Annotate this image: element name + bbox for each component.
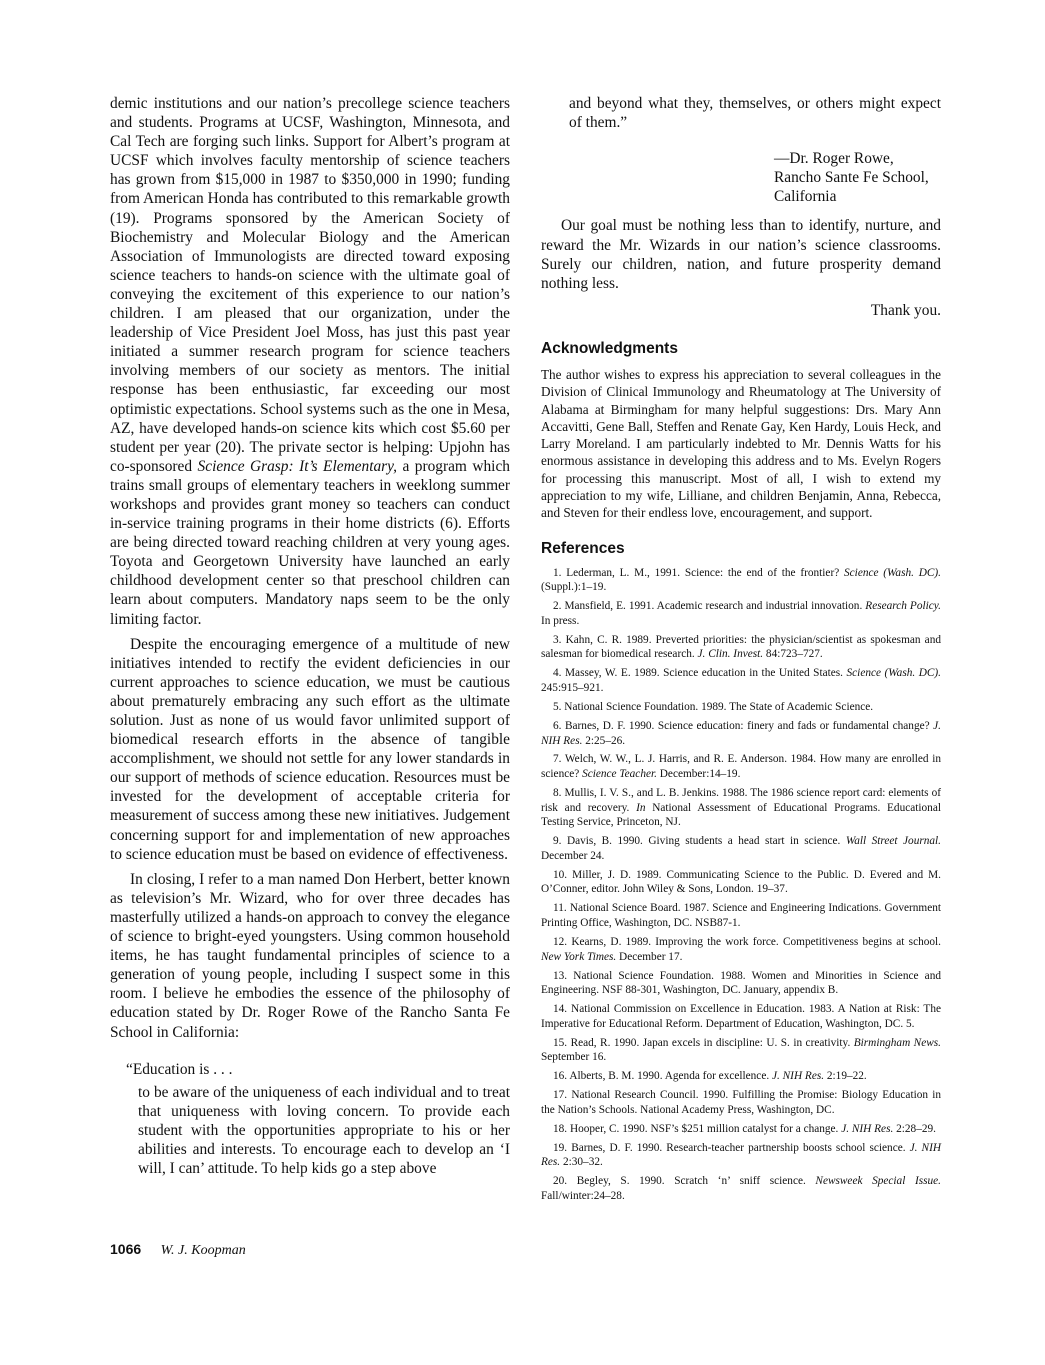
page-footer [110, 1241, 246, 1259]
reference-item: 14. National Commission on Excellence in Education. 1983. A Nation at Risk: The Imperative for Educational Reform. Department of Education, Washington, DC. 5. [541, 1003, 941, 1030]
right-column [541, 94, 941, 1208]
acknowledgments-text: The author wishes to express his appreciation to several colleagues in the Division of Clinical Immunology and Rheumatology at The University of Alabama at Birmingham for many helpful suggestions: Drs. Mary Ann Accavitti, Gene Ball, Steffen and Renate Gay, Ken Hardy, Louis Heck, and Larry Moreland. I am particularly indebted to Mr. Dennis Watts for his enormous assistance in developing this address and to Ms. Evelyn Rogers for processing this manuscript. Most of all, I wish to extend my appreciation to my wife, Lilliane, and children Benjamin, Anna, Rebecca, and Steven for their endless love, encouragement, and support. [541, 366, 941, 521]
reference-item: 2. Mansfield, E. 1991. Academic research and industrial innovation. Research Policy. In press. [541, 600, 941, 627]
reference-item: 4. Massey, W. E. 1989. Science education in the United States. Science (Wash. DC). 245:915–921. [541, 667, 942, 694]
body-paragraph-1: demic institutions and our nation’s precollege science teachers and students. Programs at UCSF, Washington, Minnesota, and Cal Tech are forging such links. Support for Albert’s program at UCSF which involves faculty mentorship of science teachers has grown from $15,000 in 1987 to $350,000 in 1990; funding from American Honda has contributed to this remarkable growth (19). Programs sponsored by the American Society of Biochemistry and Molecular Biology and the American Association of Immunologists are directed toward exposing science teachers to hands-on science with the ultimate goal of conveying the excitement of this experience to our nation’s children. I am pleased that our organization, under the leadership of Vice President Joel Moss, has just this past year initiated a summer research program for science teachers involving members of our society as mentors. The initial response has been enthusiastic, far exceeding our most optimistic expectations. School systems such as the one in Mesa, AZ, have developed hands-on science kits which cost $5.60 per student per year (20). The private sector is helping: Upjohn has co-sponsored Science Grasp: It’s Elementary, a program which trains small groups of elementary teachers in weeklong summer workshops and provides grant money so teachers can conduct in-service training programs in their home districts (6). Efforts are being directed toward reaching children at very young ages. Toyota and Georgetown University have launched an early childhood development center so that preschool children can learn about computers. Mandatory naps seem to be the only limiting factor. [110, 95, 510, 628]
reference-item: 13. National Science Foundation. 1988. Women and Minorities in Science and Engineering. NSF 88-301, Washington, DC. January, appendix B. [541, 969, 941, 997]
reference-item: 6. Barnes, D. F. 1990. Science education: finery and fads or fundamental change? J. NIH Res. 2:25–26. [541, 719, 941, 747]
reference-item: 9. Davis, B. 1990. Giving students a head start in science. Wall Street Journal. December 24. [541, 835, 941, 862]
reference-item: 20. Begley, S. 1990. Scratch ‘n’ sniff science. Newsweek Special Issue. Fall/winter:24–28. [541, 1175, 941, 1202]
reference-item: 7. Welch, W. W., L. J. Harris, and R. E. Anderson. 1984. How many are enrolled in science? Science Teacher. December:14–19. [541, 753, 941, 781]
reference-item: 11. National Science Board. 1987. Science and Engineering Indications. Government Printing Office, Washington, DC. NSB87-1. [541, 902, 941, 929]
reference-item: 10. Miller, J. D. 1989. Communicating Science to the Public. D. Evered and M. O’Conner, editor. John Wiley & Sons, London. 19–37. [541, 868, 941, 896]
page-number: 1066 [110, 1241, 142, 1257]
references-heading: References [541, 539, 625, 557]
body-paragraph-2: Despite the encouraging emergence of a multitude of new initiatives intended to rectify the evident deficiencies in our current approaches to science education, we must be cautious about prematurely embracing any such effort as the ultimate solution. Just as none of us would favor unlimited support of biomedical research efforts in the absence of tangible accomplishment, we should not settle for any lower standards in our support of methods of science education. Resources must be invested for the development of acceptable criteria for measurement of success among these new initiatives. Judgement concerning support for and implementation of new approaches to science education must be based on evidence of effectiveness. [110, 635, 510, 863]
quote-opening: “Education is . . . [126, 1060, 233, 1078]
reference-item: 15. Read, R. 1990. Japan excels in discipline: U. S. in creativity. Birmingham News. September 16. [541, 1036, 941, 1064]
quote-continuation: and beyond what they, themselves, or others might expect of them.” [569, 95, 941, 132]
reference-item: 1. Lederman, L. M., 1991. Science: the end of the frontier? Science (Wash. DC). (Suppl.):1–19. [541, 566, 942, 594]
closing-paragraph: Our goal must be nothing less than to identify, nurture, and reward the Mr. Wizards in our nation’s science classrooms. Surely our children, nation, and future prosperity demand nothing less. [541, 217, 941, 292]
acknowledgments-heading: Acknowledgments [541, 339, 678, 357]
thanks-line: Thank you. [870, 301, 941, 319]
quote-body: to be aware of the uniqueness of each individual and to treat that uniqueness with loving concern. To provide each student with the opportunities appropriate to his or her abilities and interests. To encourage each to develop an ‘I will, I can’ attitude. To help kids go a step above [138, 1083, 510, 1178]
block-quote [126, 1060, 510, 1179]
reference-item: 18. Hooper, C. 1990. NSF’s $251 million catalyst for a change. J. NIH Res. 2:28–29. [553, 1122, 936, 1135]
reference-item: 19. Barnes, D. F. 1990. Research-teacher partnership boosts school science. J. NIH Res. 2:30–32. [541, 1141, 941, 1169]
reference-item: 5. National Science Foundation. 1989. The State of Academic Science. [553, 700, 874, 713]
reference-item: 17. National Research Council. 1990. Fulfilling the Promise: Biology Education in the Nation’s Schools. National Academy Press, Washington, DC. [541, 1089, 941, 1116]
left-column [110, 94, 510, 1178]
body-paragraph-3: In closing, I refer to a man named Don Herbert, better known as television’s Mr. Wizard, who for over three decades has masterfully utilized a hands-on approach to convey the elegance of science to bright-eyed youngsters. Using common household items, he has taught fundamental principles of science to a generation of young people, including I suspect some in this room. I believe he embodies the essence of the philosophy of education stated by Dr. Roger Rowe of the Rancho Santa Fe School in California: [110, 870, 510, 1041]
reference-item: 16. Alberts, B. M. 1990. Agenda for excellence. J. NIH Res. 2:19–22. [553, 1070, 867, 1083]
running-author: W. J. Koopman [160, 1243, 246, 1258]
quote-attribution: —Dr. Roger Rowe, Rancho Sante Fe School, California [774, 150, 929, 206]
reference-item: 3. Kahn, C. R. 1989. Preverted priorities: the physician/scientist as spokesman and salesman for biomedical research. J. Clin. Invest. 84:723–727. [541, 633, 941, 661]
reference-item: 12. Kearns, D. 1989. Improving the work force. Competitiveness begins at school. New York Times. December 17. [541, 935, 941, 963]
reference-item: 8. Mullis, I. V. S., and L. B. Jenkins. 1988. The 1986 science report card: elements of risk and recovery. In National Assessment of Educational Programs. Educational Testing Service, Princeton, NJ. [541, 787, 941, 829]
reference-list [541, 566, 941, 1204]
